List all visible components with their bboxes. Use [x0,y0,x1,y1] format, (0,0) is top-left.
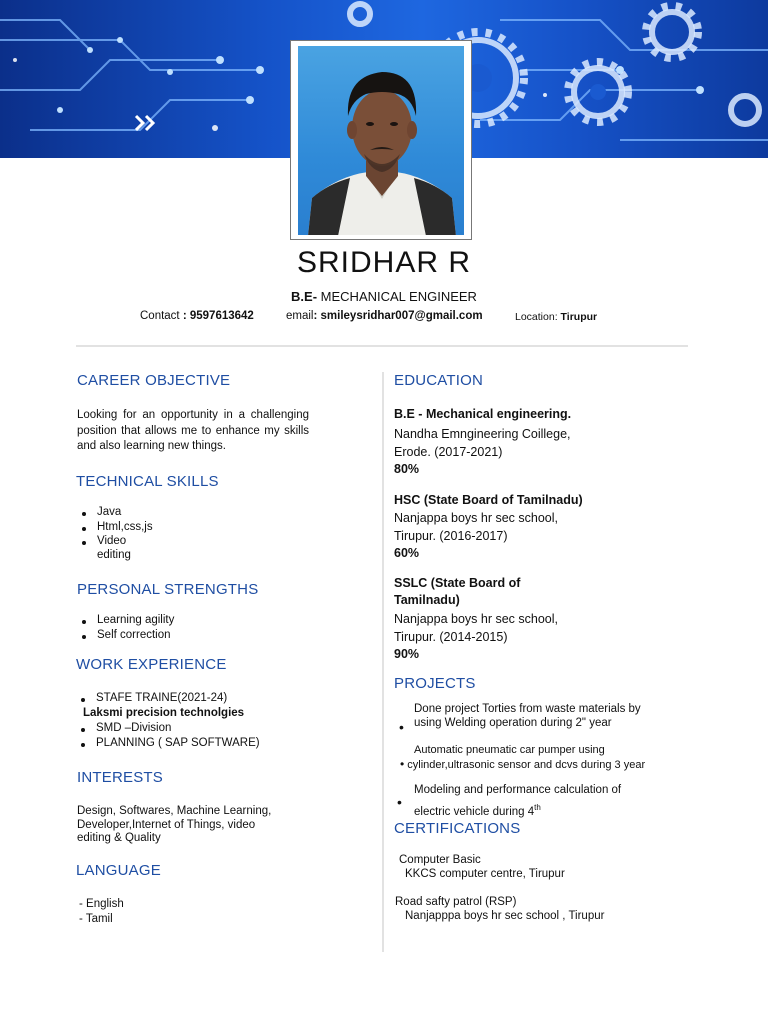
degree-prefix: B.E- [291,289,318,304]
personal-strengths-list [77,613,174,642]
project-line: Done project Torties from waste materials by [414,703,641,715]
edu-be-score: 80% [394,462,420,476]
cert-place: Nanjapppa boys hr sec school , Tirupur [405,910,605,922]
work-experience-heading: WORK EXPERIENCE [76,656,227,673]
strength-item: Learning agility [77,613,174,628]
edu-sslc-score: 90% [394,647,420,661]
career-objective-text: Looking for an opportunity in a challenging position that allows me to enhance my skills and also learning new things. [77,409,309,452]
profile-photo [298,46,464,235]
technical-skills-list [77,505,153,549]
cert-place: KKCS computer centre, Tirupur [405,868,565,880]
edu-be-title: B.E - Mechanical engineering. [394,407,572,421]
phone-separator: : [179,310,190,322]
work-detail-item: PLANNING ( SAP SOFTWARE) [76,736,260,751]
cert-title: Computer Basic [399,854,481,866]
edu-sslc-place-year: Tirupur. (2014-2015) [394,629,508,644]
location-value: Tirupur [560,311,598,323]
language-heading: LANGUAGE [76,862,161,879]
work-role: STAFE TRAINE(2021-24) [76,691,227,706]
cert-title: Road safty patrol (RSP) [395,896,517,908]
phone-label: Contact [140,310,180,322]
contact-phone [140,310,254,322]
project-item-2 [414,743,605,757]
edu-sslc-institution: Nanjappa boys hr sec school, [394,612,558,626]
skill-item: Video [77,534,153,549]
strength-item: Self correction [77,628,174,643]
language-item: - English [79,898,124,910]
bullet-icon: • [400,757,405,771]
project-item-2-line2 [400,757,645,772]
interests-line: editing & Quality [77,832,161,844]
candidate-name: SRIDHAR R [296,246,471,279]
edu-hsc-place-year: Tirupur. (2016-2017) [394,528,508,543]
language-item: - Tamil [79,913,113,925]
edu-be-place-year: Erode. (2017-2021) [394,444,503,459]
project-line: using Welding operation during 2" year [414,716,612,729]
work-detail-item: SMD –Division [76,721,260,736]
edu-sslc-title-line: Tamilnadu) [394,593,460,607]
career-objective-heading: CAREER OBJECTIVE [77,372,231,389]
work-company: Laksmi precision technolgies [83,707,245,719]
profile-photo-frame [290,40,472,240]
skill-item: Java [77,505,153,520]
interests-line: Developer,Internet of Things, video [77,818,256,831]
project-line: cylinder,ultrasonic sensor and dcvs during 3 year [407,759,646,771]
project-line: electric vehicle during 4 [414,805,535,818]
work-details-list [76,721,260,750]
personal-strengths-heading: PERSONAL STRENGTHS [77,581,259,598]
bullet-icon: • [397,794,402,810]
cert-item-1 [399,853,565,881]
edu-sslc-title-line: SSLC (State Board of [394,576,521,590]
email-address[interactable]: smileysridhar007@gmail.com [320,310,483,322]
email-separator: : [313,310,321,322]
skill-item: Html,css,js [77,520,153,535]
edu-hsc-institution: Nanjappa boys hr sec school, [394,511,558,525]
edu-hsc-score: 60% [394,546,420,560]
language-list [79,897,124,927]
edu-hsc-title: HSC (State Board of Tamilnadu) [394,493,583,507]
project-line: Automatic pneumatic car pumper using [414,744,605,756]
edu-sslc-title [394,575,520,609]
interests-heading: INTERESTS [77,769,163,786]
header-divider [76,345,688,347]
contact-location [515,311,597,323]
projects-heading: PROJECTS [394,675,476,692]
contact-email [286,310,483,322]
column-divider [382,372,384,952]
edu-hsc-details [394,510,558,563]
work-role-list [76,691,227,706]
interests-line: Design, Softwares, Machine Learning, [77,805,272,817]
email-label: email [286,310,314,322]
degree-name: MECHANICAL ENGINEER [320,289,477,304]
cert-item-2 [395,895,604,923]
bullet-icon: • [399,719,404,735]
skill-item-continued: editing [97,549,131,561]
project-superscript: th [534,803,541,812]
degree-title [0,289,768,304]
certifications-heading: CERTIFICATIONS [394,820,521,837]
location-label: Location: [515,311,561,323]
phone-number[interactable]: 9597613642 [189,310,254,322]
edu-be-institution: Nandha Emngineering Coillege, [394,427,571,441]
project-line: Modeling and performance calculation of [414,784,622,796]
interests-text [77,805,271,846]
edu-sslc-details [394,611,558,664]
edu-be-details [394,426,571,479]
education-heading: EDUCATION [394,372,484,389]
project-item-1 [414,703,641,730]
technical-skills-heading: TECHNICAL SKILLS [76,473,219,490]
project-item-3 [414,782,621,821]
